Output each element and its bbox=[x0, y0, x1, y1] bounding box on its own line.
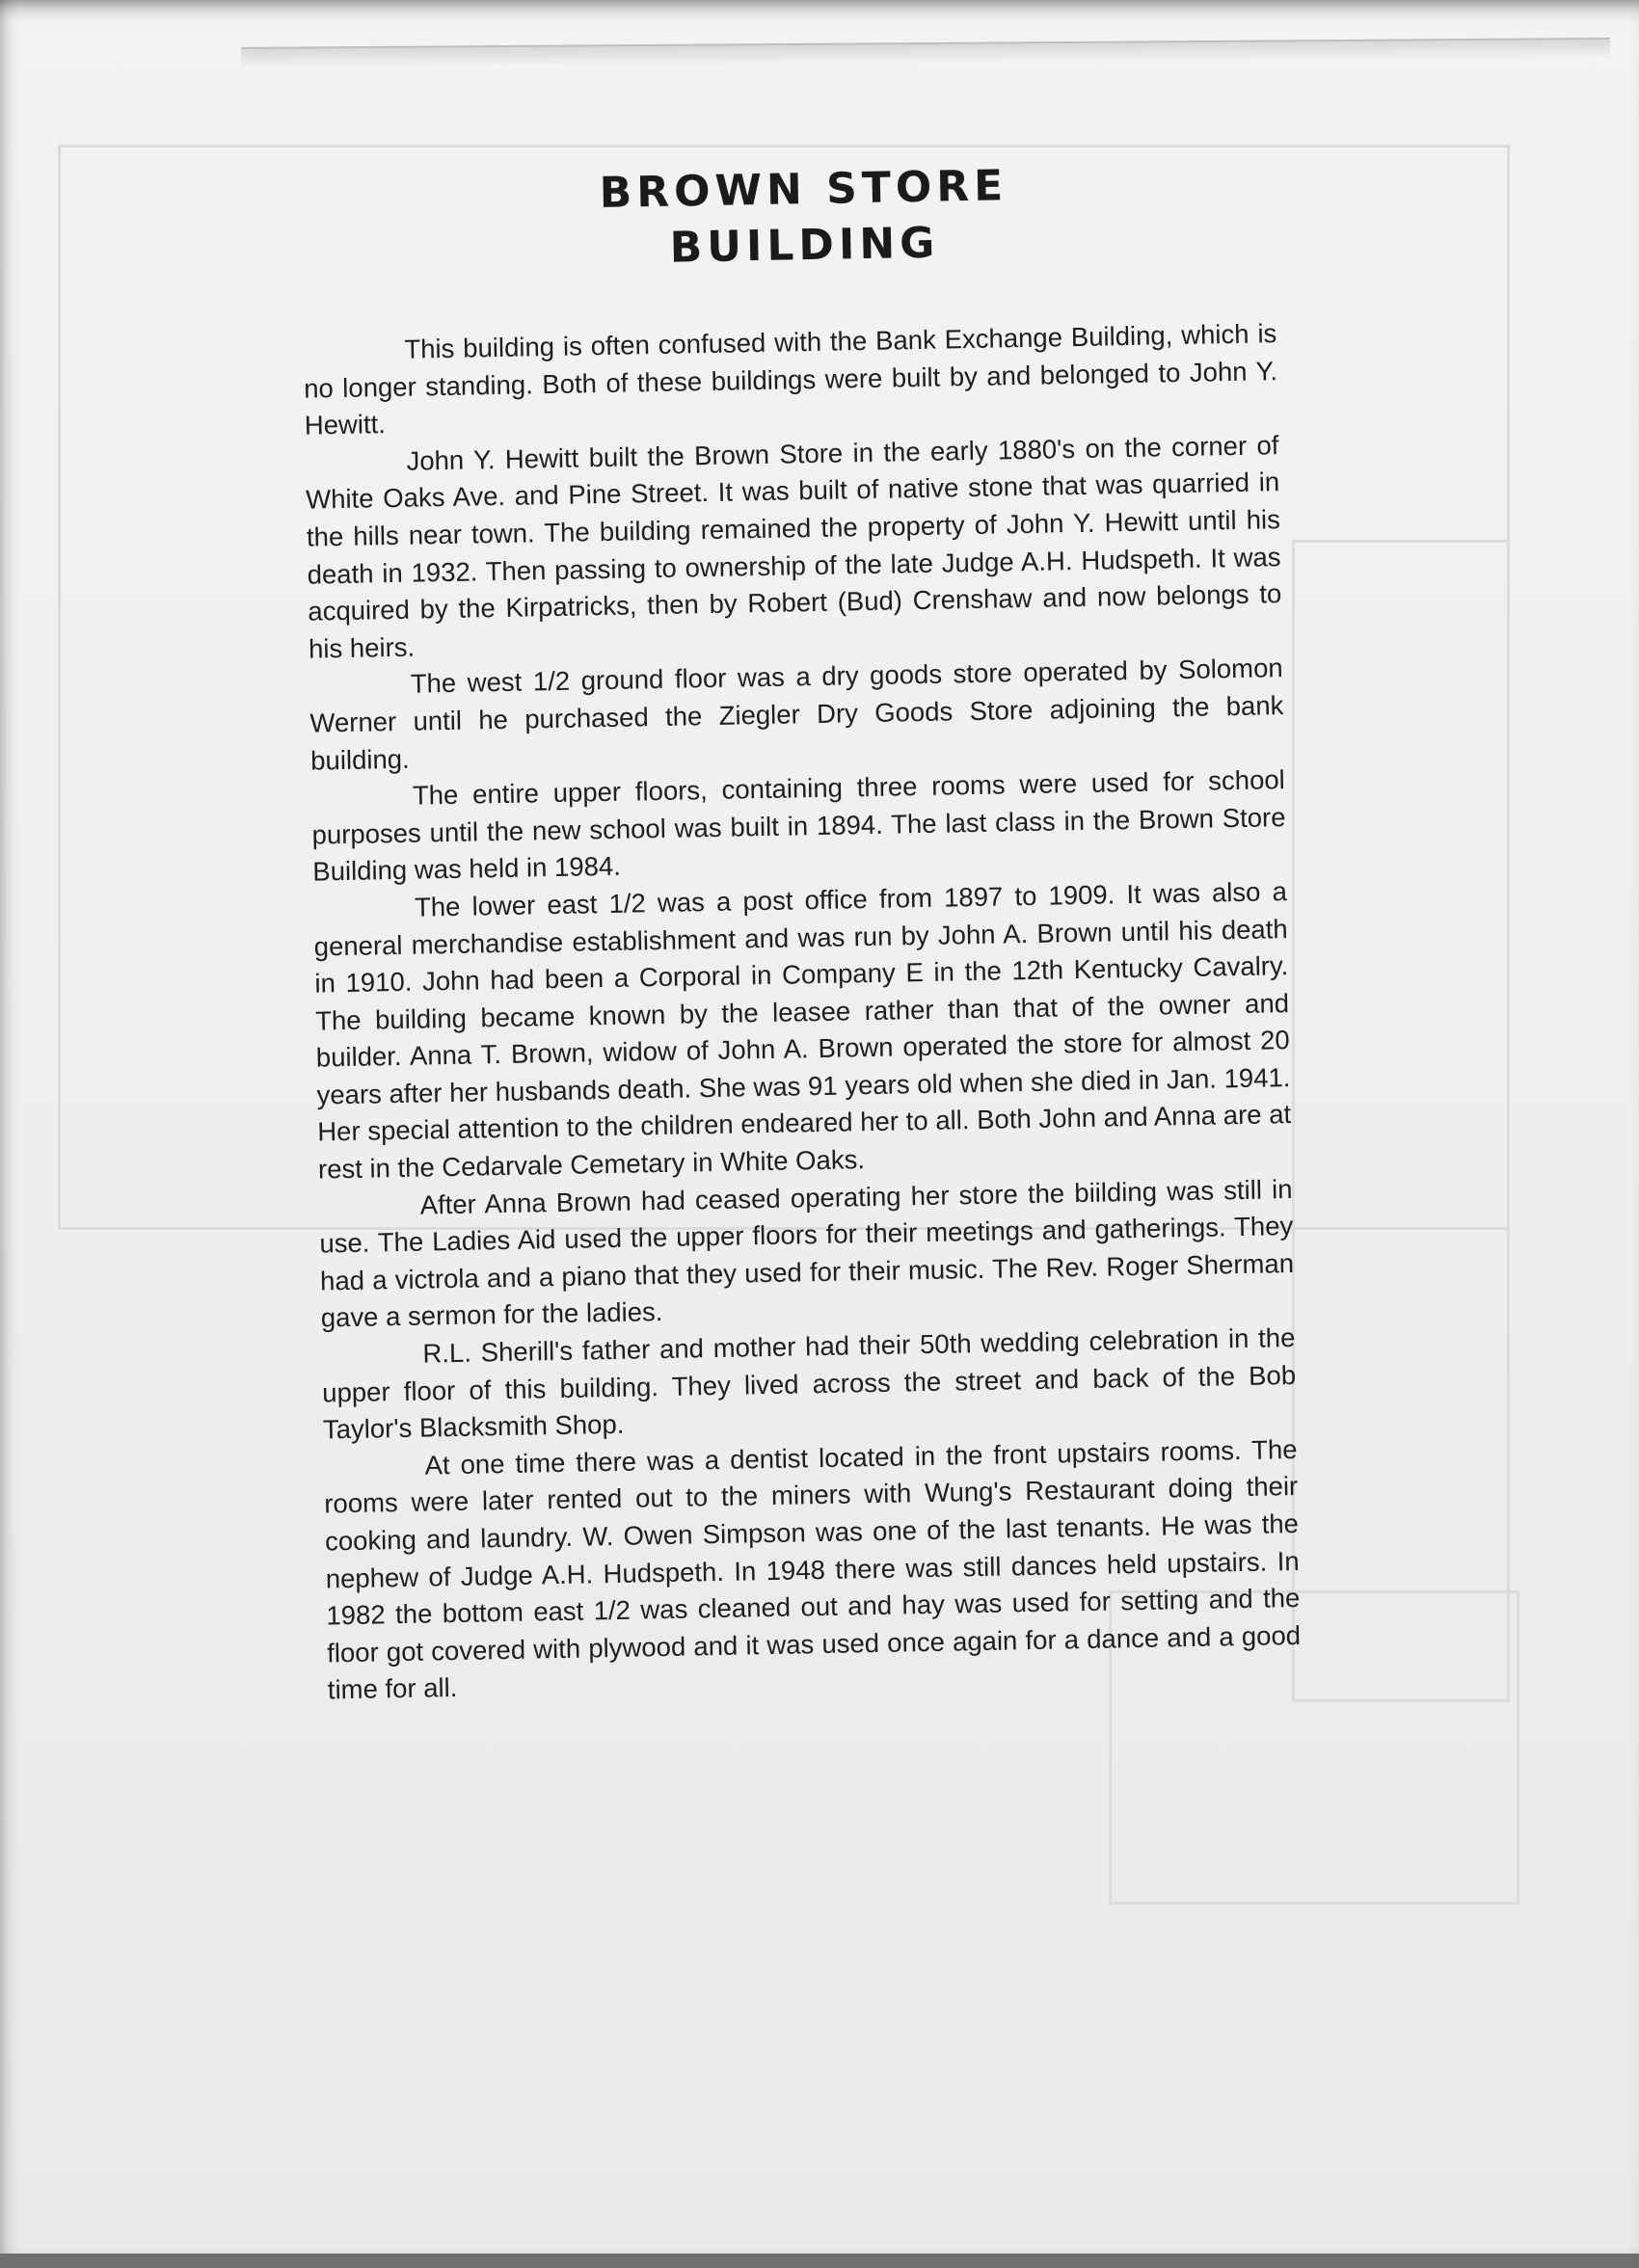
paragraph: The entire upper floors, containing three rooms were used for school purposes until the new school was built in 1894. The last class in the Brown Store Building was held in 1984. bbox=[311, 764, 1286, 887]
paragraph: John Y. Hewitt built the Brown Store in the early 1880's on the corner of White Oaks Ave. and Pine Street. It was built of native stone that was quarried in the hills near town. The building remained the property of John Y. Hewitt until his death in 1932. Then passing to ownership of the late Judge A.H. Hudspeth. It was acquired by the Kirpatricks, then by Robert (Bud) Crenshaw and now belongs to his heirs. bbox=[305, 429, 1282, 664]
paragraph: This building is often confused with the Bank Exchange Building, which is no longer standing. Both of these buildings were built by and belonged to John Y. Hewitt. bbox=[303, 318, 1278, 440]
document-body bbox=[303, 315, 1302, 1709]
paragraph: The west 1/2 ground floor was a dry goods store operated by Solomon Werner until he purchased the Ziegler Dry Goods Store adjoining the bank building. bbox=[309, 653, 1284, 776]
title-line-1: BROWN STORE bbox=[599, 161, 1008, 219]
paragraph: After Anna Brown had ceased operating her store the biilding was still in use. The Ladies Aid used the upper floors for their meetings and gatherings. They had a victrola and a piano that they used for their music. The Rev. Roger Sherman gave a sermon for the ladies. bbox=[319, 1173, 1295, 1333]
title-line-2: BUILDING bbox=[669, 218, 940, 273]
paragraph: At one time there was a dentist located in the front upstairs rooms. The rooms were later rented out to the miners with Wung's Restaurant doing their cooking and laundry. W. Owen Simpson was one of the last tenants. He was the nephew of Judge A.H. Hudspeth. In 1948 there was still dances held upstairs. In 1982 the bottom east 1/2 was cleaned out and hay was used for setting and the floor got covered with plywood and it was used once again for a dance and a good time for all. bbox=[324, 1433, 1302, 1705]
document-title bbox=[389, 154, 1220, 281]
paragraph: The lower east 1/2 was a post office from 1897 to 1909. It was also a general merchandise establishment and was run by John A. Brown until his death in 1910. John had been a Corporal in Company E in the 12th Kentucky Cavalry. The building became known by the leasee rather than that of the owner and builder. Anna T. Brown, widow of John A. Brown operated the store for almost 20 years after her husbands death. She was 91 years old when she died in Jan. 1941. Her special attention to the children endeared her to all. Both John and Anna are at rest in the Cedarvale Cemetary in White Oaks. bbox=[313, 875, 1292, 1185]
paragraph: R.L. Sherill's father and mother had their 50th wedding celebration in the upper floor of this building. They lived across the street and back of the Bob Taylor's Blacksmith Shop. bbox=[321, 1322, 1297, 1445]
